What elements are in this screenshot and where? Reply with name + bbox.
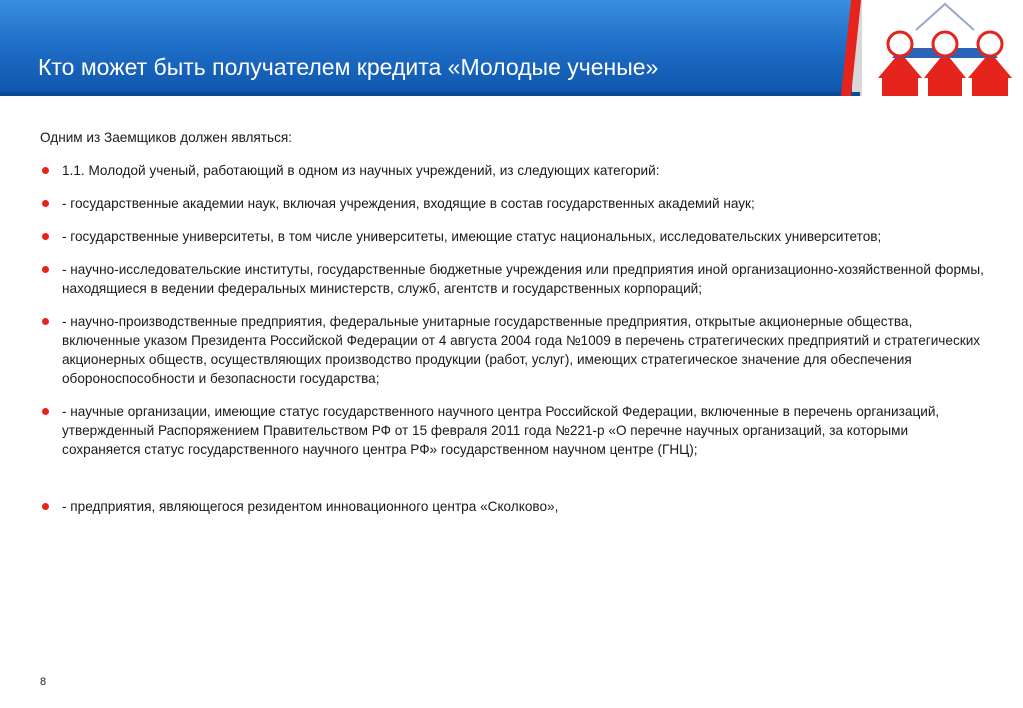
intro-text: Одним из Заемщиков должен являться:: [40, 130, 293, 145]
list-item: [40, 227, 990, 246]
houses-logo-icon: [872, 0, 1018, 100]
page-number: 8: [40, 676, 47, 688]
list-item: [40, 402, 990, 459]
list-item: [40, 260, 990, 298]
list-item: [40, 161, 990, 180]
list-item: [40, 312, 990, 388]
red-dot-icon: [42, 318, 49, 325]
red-dot-icon: [42, 167, 49, 174]
content-body: [40, 128, 990, 530]
list-item-text: - предприятия, являющегося резидентом инновационного центра «Сколково»,: [62, 499, 559, 514]
header-stripe: [0, 92, 860, 96]
list-item-text: - государственные университеты, в том числе университеты, имеющие статус национальных, исследовательских университетов;: [62, 229, 882, 244]
red-dot-icon: [42, 503, 49, 510]
red-dot-icon: [42, 408, 49, 415]
page-title: Кто может быть получателем кредита «Молодые ученые»: [38, 54, 659, 80]
red-dot-icon: [42, 200, 49, 207]
list-item-text: - государственные академии наук, включая учреждения, входящие в состав государственных академий наук;: [62, 196, 755, 211]
list-item-text: - научно-производственные предприятия, федеральные унитарные государственные предприятия, открытые акционерные общества, включенные указом Президента Российской Федерации от 4 августа 2004 года №1009 в перечень стратегических предприятий и стратегических акционерных обществ, осуществляющих производство продукции (работ, услуг), имеющих стратегическое значение для обеспечения обороноспособности и безопасности государства;: [62, 314, 981, 386]
list-item: [40, 497, 990, 516]
header-bar: [0, 0, 862, 96]
red-dot-icon: [42, 266, 49, 273]
list-item: [40, 194, 990, 213]
list-item-text: 1.1. Молодой ученый, работающий в одном из научных учреждений, из следующих категорий:: [62, 163, 660, 178]
list-item-text: - научные организации, имеющие статус государственного научного центра Российской Федерации, включенные в перечень организаций, утвержденный Распоряжением Правительством РФ от 15 февраля 2011 года №221-р «О перечне научных организаций, за которыми сохраняется статус государственного научного центра РФ» государственном научном центре (ГНЦ);: [62, 404, 940, 457]
red-dot-icon: [42, 233, 49, 240]
list-item-text: - научно-исследовательские институты, государственные бюджетные учреждения или предприятия иной организационно-хозяйственной формы, находящиеся в ведении федеральных министерств, служб, агентств и государственных корпораций;: [62, 262, 984, 296]
